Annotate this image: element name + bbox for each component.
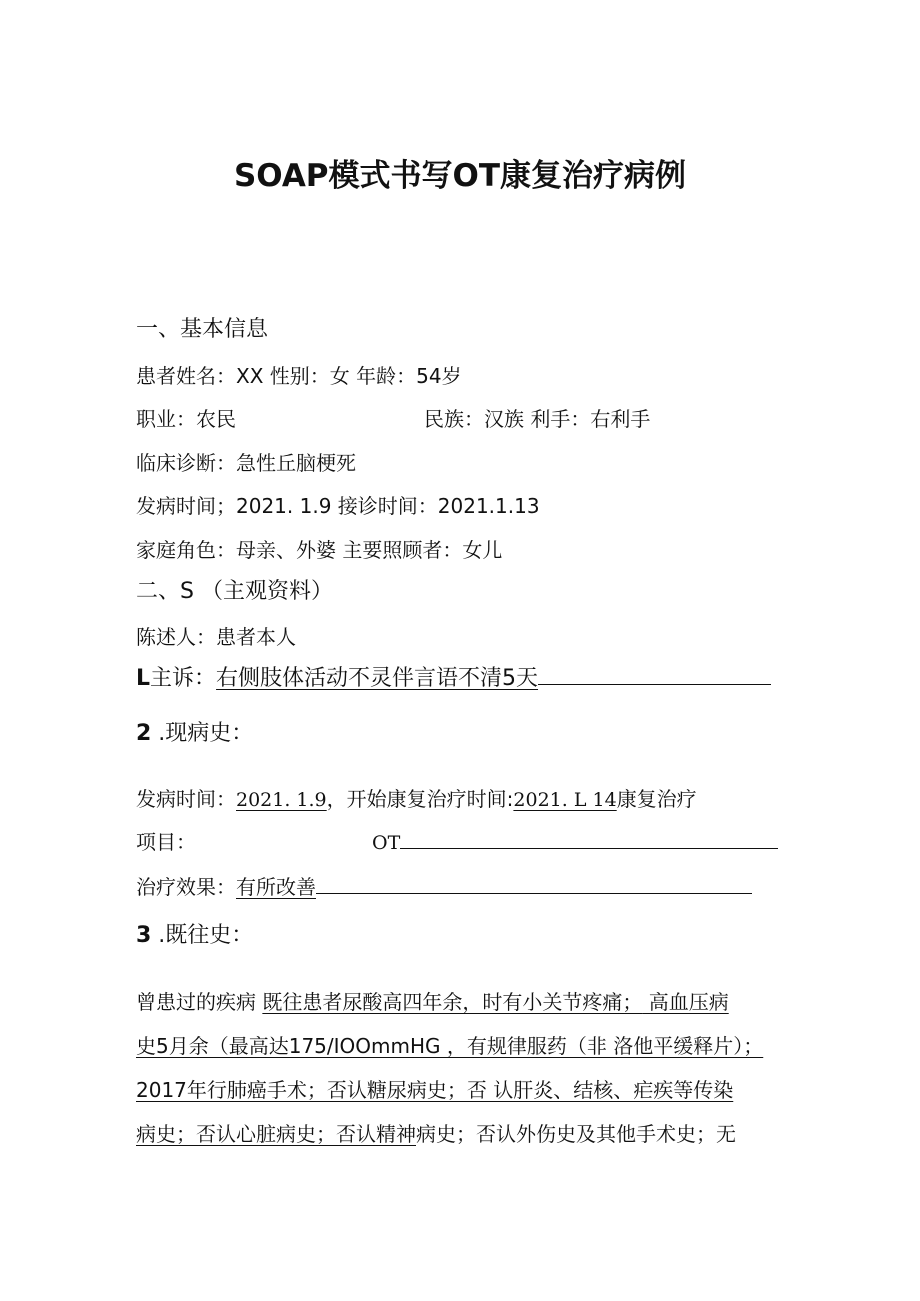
onset-value: 2021. 1.9 [236, 789, 327, 811]
clinical-diagnosis: 临床诊断：急性丘脑梗死 [136, 451, 356, 475]
past-history-number: 3 [136, 923, 152, 948]
present-history-label: .现病史： [151, 721, 254, 746]
past-1c: 高血压病 [642, 990, 729, 1014]
past-history-line-1 [136, 988, 729, 1016]
project-tail: 康复治疗 [616, 787, 697, 811]
ethnicity-handedness: 民族：汉族 利手：右利手 [424, 407, 651, 431]
past-4b: 病史；否认外伤史及其他手术史；无 [416, 1122, 736, 1146]
section-heading-basic-info: 一、基本信息 [136, 317, 269, 342]
onset-and-admission-time: 发病时间；2021. 1.9 接诊时间：2021.1.13 [136, 494, 540, 518]
complaint-label: 主诉： [150, 666, 217, 691]
effect-value: 有所改善 [236, 875, 316, 899]
document-title: SOAP模式书写OT康复治疗病例 [233, 158, 687, 194]
past-4a: 病史；否认心脏病史；否认精神 [136, 1122, 416, 1146]
project-value: OT [372, 832, 401, 854]
patient-name-gender-age: 患者姓名：XX 性别：女 年龄：54岁 [136, 364, 462, 388]
family-role-caregiver: 家庭角色：母亲、外婆 主要照顾者：女儿 [136, 538, 503, 562]
past-history-line-4 [136, 1120, 736, 1148]
chief-complaint [136, 665, 771, 693]
past-history-label: .既往史： [151, 923, 254, 948]
present-history-heading [136, 720, 253, 748]
present-history-number: 2 [136, 721, 152, 746]
effect-label: 治疗效果： [136, 875, 236, 899]
past-3: 2017年行肺癌手术；否认糖尿病史；否 认肝炎、结核、疟疾等传染 [136, 1078, 734, 1102]
occupation: 职业：农民 [136, 407, 236, 431]
past-history-line-3 [136, 1076, 733, 1104]
past-history-line-2 [136, 1032, 763, 1060]
fill-line [400, 830, 778, 849]
project-label: 项目： [136, 830, 196, 854]
treatment-effect [136, 873, 752, 901]
past-1a: 曾患过的疾病 [136, 990, 256, 1014]
complaint-number: L [136, 666, 151, 691]
past-history-heading [136, 922, 253, 950]
past-1b: 既往患者尿酸高四年余，时有小关节疼痛； [262, 990, 643, 1014]
start-value: 2021. L 14 [513, 789, 617, 811]
project-value-line [372, 828, 778, 857]
onset-treatment-line [136, 785, 697, 814]
start-label: ，开始康复治疗时间: [326, 787, 514, 811]
past-2: 史5月余（最高达175/IOOmmHG ，有规律服药（非 洛他平缓释片）； [136, 1034, 764, 1058]
complaint-text: 右侧肢体活动不灵伴言语不清5天 [216, 666, 539, 691]
section-heading-subjective: 二、S （主观资料） [136, 579, 333, 604]
fill-line [316, 875, 752, 894]
narrator: 陈述人：患者本人 [136, 625, 296, 649]
fill-line [538, 666, 771, 685]
onset-label: 发病时间： [136, 787, 236, 811]
